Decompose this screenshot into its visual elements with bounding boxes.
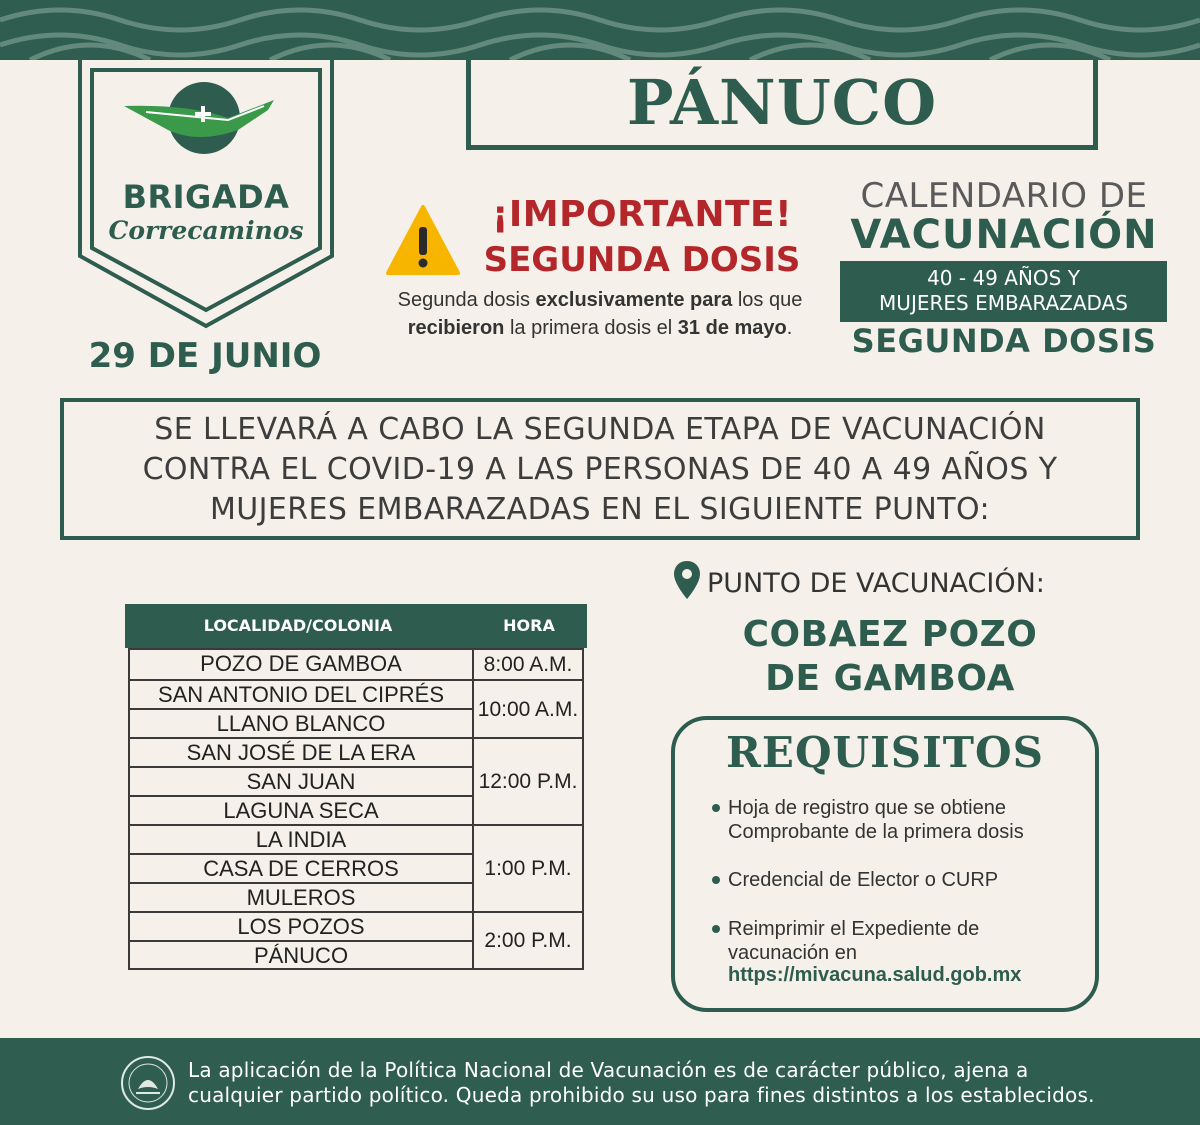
requirement-text: vacunación en bbox=[728, 942, 857, 964]
requirement-item bbox=[714, 868, 1084, 892]
requirement-text: Comprobante de la primera dosis bbox=[728, 821, 1024, 843]
requirement-text: Credencial de Elector o CURP bbox=[728, 869, 999, 891]
location-name: COBAEZ POZO bbox=[742, 614, 1038, 655]
brand-subtitle: Correcaminos bbox=[108, 216, 304, 245]
locality-cell: LOS POZOS bbox=[237, 914, 365, 939]
time-cell bbox=[474, 650, 582, 679]
locality-cell: SAN JOSÉ DE LA ERA bbox=[186, 740, 416, 765]
note-text: . bbox=[786, 317, 793, 339]
warning-icon bbox=[386, 203, 460, 277]
note-bold: recibieron bbox=[407, 317, 505, 339]
top-pattern-band bbox=[0, 0, 1200, 60]
locality-cell: LLANO BLANCO bbox=[216, 711, 386, 736]
calendar-heading-strong: VACUNACIÓN bbox=[850, 212, 1158, 258]
calendar-group-line: MUJERES EMBARAZADAS bbox=[879, 291, 1128, 315]
locality-cell: POZO DE GAMBOA bbox=[200, 651, 402, 676]
announcement-line: MUJERES EMBARAZADAS EN EL SIGUIENTE PUNTO: bbox=[210, 492, 990, 527]
time-text: 12:00 P.M. bbox=[478, 770, 578, 793]
table-row bbox=[130, 766, 472, 795]
requirement-text: Hoja de registro que se obtiene bbox=[728, 797, 1006, 819]
note-text: Segunda dosis bbox=[397, 289, 536, 311]
locality-cell: CASA DE CERROS bbox=[203, 856, 399, 881]
locality-cell: LA INDIA bbox=[255, 827, 347, 852]
table-row bbox=[130, 940, 472, 969]
requirement-item bbox=[714, 917, 1084, 965]
roadrunner-logo-icon bbox=[124, 82, 274, 154]
footer-disclaimer: cualquier partido político. Queda prohibido su uso para fines distintos a los establecidos. bbox=[188, 1083, 1095, 1107]
time-cell bbox=[474, 824, 582, 911]
calendar-heading: CALENDARIO DE bbox=[860, 176, 1148, 216]
header-time: HORA bbox=[503, 616, 555, 635]
bullet-icon bbox=[712, 876, 720, 884]
note-text: la primera dosis el bbox=[504, 317, 678, 339]
important-note bbox=[370, 286, 830, 342]
note-text: los que bbox=[732, 289, 803, 311]
calendar-group-line: 40 - 49 AÑOS Y bbox=[927, 266, 1080, 290]
important-title: ¡IMPORTANTE! bbox=[491, 194, 793, 235]
footer-disclaimer: La aplicación de la Política Nacional de Vacunación es de carácter público, ajena a bbox=[188, 1058, 1029, 1082]
announcement-line: SE LLEVARÁ A CABO LA SEGUNDA ETAPA DE VACUNACIÓN bbox=[154, 412, 1046, 447]
time-cell bbox=[474, 911, 582, 968]
announcement-line: CONTRA EL COVID-19 A LAS PERSONAS DE 40 A 49 AÑOS Y bbox=[142, 452, 1058, 487]
requirements-title: REQUISITOS bbox=[726, 728, 1044, 777]
time-cell bbox=[474, 737, 582, 824]
table-row bbox=[130, 824, 472, 853]
table-row bbox=[130, 853, 472, 882]
locality-cell: PÁNUCO bbox=[253, 943, 349, 968]
brand-name: BRIGADA bbox=[122, 178, 290, 216]
locality-cell: LAGUNA SECA bbox=[223, 798, 379, 823]
schedule-body bbox=[128, 648, 584, 970]
schedule-header bbox=[125, 604, 587, 648]
table-row bbox=[130, 650, 472, 679]
location-label: PUNTO DE VACUNACIÓN: bbox=[707, 568, 1045, 599]
mexico-seal-icon bbox=[120, 1055, 176, 1111]
note-date: 31 de mayo bbox=[677, 317, 787, 339]
time-text: 2:00 P.M. bbox=[484, 929, 572, 952]
bullet-icon bbox=[712, 925, 720, 933]
pattern-decoration bbox=[0, 0, 1200, 60]
table-row bbox=[130, 911, 472, 940]
requirement-text: Reimprimir el Expediente de bbox=[728, 918, 980, 940]
bullet-icon bbox=[712, 804, 720, 812]
table-row bbox=[130, 737, 472, 766]
calendar-dose: SEGUNDA DOSIS bbox=[851, 322, 1157, 360]
location-name: DE GAMBOA bbox=[765, 658, 1015, 699]
requirement-item bbox=[714, 796, 1084, 844]
time-cell bbox=[474, 679, 582, 737]
locality-cell: MULEROS bbox=[246, 885, 356, 910]
table-row bbox=[130, 882, 472, 911]
location-pin-icon bbox=[673, 560, 701, 600]
important-subtitle: SEGUNDA DOSIS bbox=[483, 240, 801, 280]
municipality-title: PÁNUCO bbox=[626, 66, 938, 139]
locality-cell: SAN JUAN bbox=[246, 769, 356, 794]
table-row bbox=[130, 795, 472, 824]
table-row bbox=[130, 679, 472, 708]
time-text: 10:00 A.M. bbox=[477, 697, 579, 721]
vaccination-link[interactable]: https://mivacuna.salud.gob.mx bbox=[728, 964, 1022, 986]
header-locality: LOCALIDAD/COLONIA bbox=[203, 616, 393, 635]
table-row bbox=[130, 708, 472, 737]
time-text: 1:00 P.M. bbox=[484, 857, 572, 880]
time-text: 8:00 A.M. bbox=[483, 653, 573, 676]
event-date: 29 DE JUNIO bbox=[88, 336, 322, 376]
note-bold: exclusivamente para bbox=[535, 289, 733, 311]
locality-cell: SAN ANTONIO DEL CIPRÉS bbox=[157, 682, 445, 707]
